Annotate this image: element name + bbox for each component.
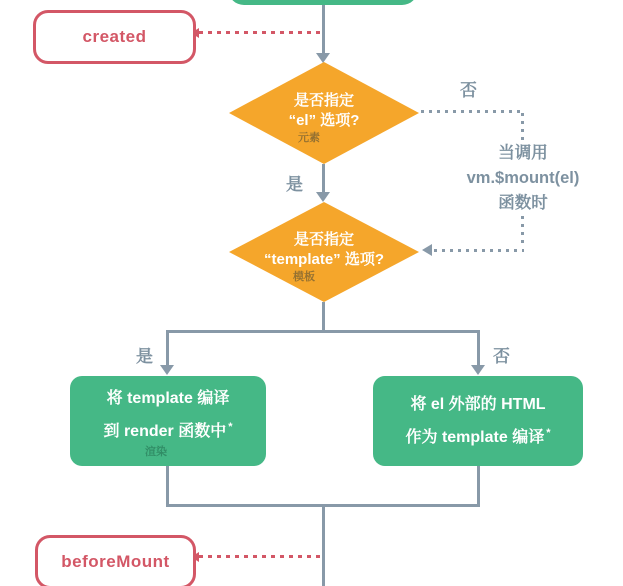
top-partial-node xyxy=(228,0,418,5)
edge-label-yes-el: 是 xyxy=(286,175,303,194)
connector-no-el-h xyxy=(421,110,524,113)
process-left-line1: 将 template 编译 xyxy=(106,390,230,407)
connector-beforemount-dashed xyxy=(199,555,321,558)
decision-el-line1: 是否指定 xyxy=(293,91,354,109)
connector-split-stem xyxy=(322,302,325,333)
decision-el-line2: “el” 选项? xyxy=(288,111,360,129)
connector-diamonds-vertical xyxy=(322,164,325,194)
hook-beforemount-label: beforeMount xyxy=(61,552,170,571)
connector-merge-left xyxy=(166,466,169,507)
process-right-line2: 作为 template 编译 xyxy=(405,429,545,446)
arrow-left-gray-icon xyxy=(422,244,432,256)
asterisk-note: * xyxy=(546,427,551,439)
connector-created-dashed xyxy=(199,31,320,34)
note-vm-mount-line2: vm.$mount(el) xyxy=(466,169,580,187)
note-vm-mount-line3: 函数时 xyxy=(498,194,548,212)
arrow-down-icon xyxy=(160,365,174,375)
decision-el-text xyxy=(229,62,419,168)
note-vm-mount xyxy=(433,141,613,216)
connector-split-horizontal xyxy=(166,330,480,333)
connector-top-vertical xyxy=(322,0,325,54)
decision-template-text xyxy=(229,202,419,306)
hook-created-label: created xyxy=(82,27,147,46)
edge-label-no-el: 否 xyxy=(460,81,477,100)
edge-label-yes-template: 是 xyxy=(136,347,153,366)
hook-created xyxy=(33,10,196,64)
decision-template-sublabel: 模板 xyxy=(293,270,315,283)
connector-split-left xyxy=(166,330,169,367)
process-compile-outer-html xyxy=(373,376,583,466)
connector-split-right xyxy=(477,330,480,367)
connector-no-el-v1 xyxy=(521,113,524,140)
decision-template-line1: 是否指定 xyxy=(293,230,354,248)
process-compile-template-to-render xyxy=(70,376,266,466)
arrow-down-icon xyxy=(471,365,485,375)
process-left-sublabel: 渲染 xyxy=(145,446,167,458)
connector-no-el-v2 xyxy=(521,216,524,248)
connector-merge-right xyxy=(477,466,480,507)
decision-el-sublabel: 元素 xyxy=(298,131,320,144)
process-left-line2: 到 render 函数中 xyxy=(103,423,227,440)
hook-beforemount xyxy=(35,535,196,586)
note-vm-mount-line1: 当调用 xyxy=(498,144,548,162)
edge-label-no-template: 否 xyxy=(493,347,510,366)
asterisk-note: * xyxy=(228,421,233,433)
connector-bottom-vertical xyxy=(322,504,325,586)
decision-template-line2: “template” 选项? xyxy=(263,250,384,268)
process-right-line1: 将 el 外部的 HTML xyxy=(410,396,546,413)
arrow-down-icon xyxy=(316,192,330,202)
connector-no-el-return xyxy=(434,249,524,252)
